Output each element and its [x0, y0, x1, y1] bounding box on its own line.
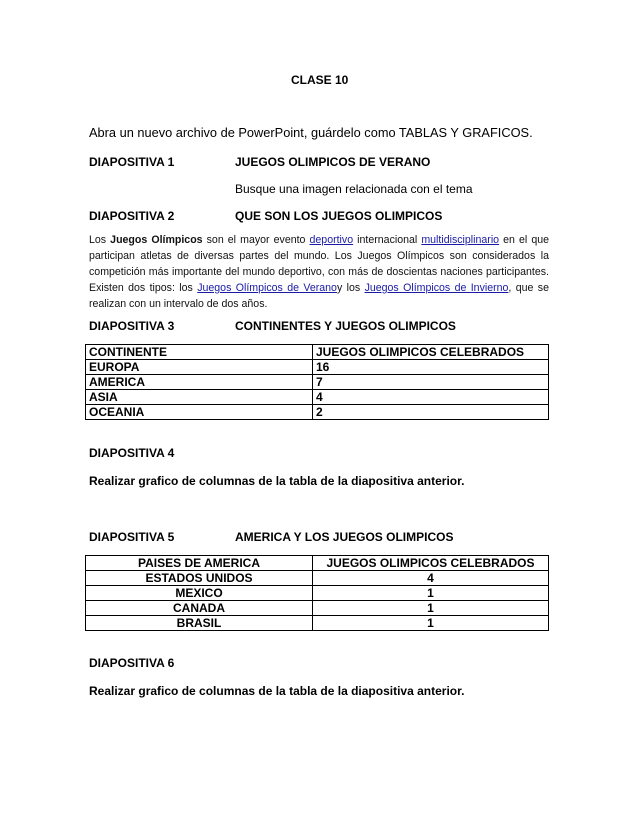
table-cell: BRASIL — [86, 616, 313, 631]
table-row — [86, 586, 549, 601]
table-cell: 1 — [313, 616, 549, 631]
paragraph-text: Los — [89, 234, 111, 246]
table-row — [86, 616, 549, 631]
table-row — [86, 360, 549, 375]
table-header-row — [86, 556, 549, 571]
paragraph-bold: Juegos Olímpicos — [110, 234, 203, 246]
table-header: PAISES DE AMERICA — [86, 556, 313, 571]
olympics-paragraph — [89, 232, 549, 312]
table-cell: AMERICA — [86, 375, 313, 390]
table-header: CONTINENTE — [86, 345, 313, 360]
continents-table — [85, 344, 549, 420]
table-cell: 1 — [313, 601, 549, 616]
table-cell: 1 — [313, 586, 549, 601]
link-juegos-verano[interactable]: Juegos Olímpicos de Verano — [197, 282, 337, 294]
table-row — [86, 571, 549, 586]
table-row — [86, 405, 549, 420]
link-multidisciplinario[interactable]: multidisciplinario — [421, 234, 500, 246]
slide-6-instruction: Realizar grafico de columnas de la tabla de la diapositiva anterior. — [89, 684, 465, 698]
table-cell: ASIA — [86, 390, 313, 405]
slide-5-label: DIAPOSITIVA 5 — [89, 530, 175, 544]
table-cell: CANADA — [86, 601, 313, 616]
intro-text: Abra un nuevo archivo de PowerPoint, guárdelo como TABLAS Y GRAFICOS. — [89, 125, 533, 140]
slide-6-label: DIAPOSITIVA 6 — [89, 656, 175, 670]
table-row — [86, 601, 549, 616]
america-table — [85, 555, 549, 631]
slide-2-heading: QUE SON LOS JUEGOS OLIMPICOS — [235, 209, 443, 223]
link-deportivo[interactable]: deportivo — [309, 234, 354, 246]
table-cell: OCEANIA — [86, 405, 313, 420]
slide-1-note: Busque una imagen relacionada con el tema — [235, 182, 473, 196]
table-cell: EUROPA — [86, 360, 313, 375]
slide-3-label: DIAPOSITIVA 3 — [89, 319, 175, 333]
paragraph-text: internacional — [353, 234, 422, 246]
table-row — [86, 375, 549, 390]
table-cell: 16 — [313, 360, 549, 375]
table-cell: 7 — [313, 375, 549, 390]
slide-1-heading: JUEGOS OLIMPICOS DE VERANO — [235, 155, 431, 169]
paragraph-text: en el que participan atletas de diversas partes del mundo. Los Juegos Olímpicos son considerados la competición más importante del mundo deportivo, con más de doscientas naciones participantes. Existen dos tipos: los — [89, 234, 549, 294]
slide-3-heading: CONTINENTES Y JUEGOS OLIMPICOS — [235, 319, 456, 333]
slide-4-label: DIAPOSITIVA 4 — [89, 446, 175, 460]
slide-1-label: DIAPOSITIVA 1 — [89, 155, 175, 169]
table-header: JUEGOS OLIMPICOS CELEBRADOS — [313, 556, 549, 571]
page-title: CLASE 10 — [291, 73, 349, 87]
table-cell: 4 — [313, 390, 549, 405]
slide-2-label: DIAPOSITIVA 2 — [89, 209, 175, 223]
paragraph-text: y los — [336, 282, 365, 294]
slide-4-instruction: Realizar grafico de columnas de la tabla de la diapositiva anterior. — [89, 474, 465, 488]
table-cell: MEXICO — [86, 586, 313, 601]
table-cell: ESTADOS UNIDOS — [86, 571, 313, 586]
slide-5-heading: AMERICA Y LOS JUEGOS OLIMPICOS — [235, 530, 454, 544]
paragraph-text: son el mayor evento — [202, 234, 310, 246]
table-header-row — [86, 345, 549, 360]
table-header: JUEGOS OLIMPICOS CELEBRADOS — [313, 345, 549, 360]
table-cell: 4 — [313, 571, 549, 586]
link-juegos-invierno[interactable]: Juegos Olímpicos de Invierno — [364, 282, 509, 294]
table-row — [86, 390, 549, 405]
table-cell: 2 — [313, 405, 549, 420]
paragraph-text: , que se realizan con un intervalo de dos años. — [89, 282, 549, 310]
